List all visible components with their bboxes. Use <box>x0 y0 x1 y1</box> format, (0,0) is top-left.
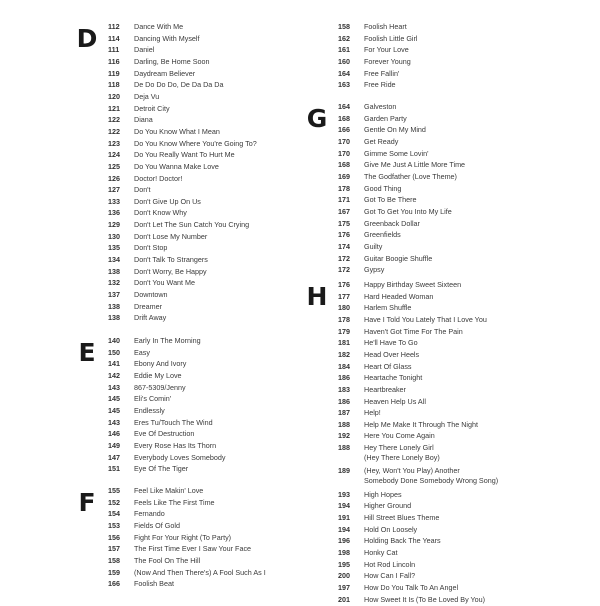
song-title: Don't Worry, Be Happy <box>134 266 207 276</box>
song-title: Heaven Help Us All <box>364 396 426 406</box>
page-number: 152 <box>108 497 120 507</box>
page-number: 176 <box>338 280 350 289</box>
song-title: Eye Of The Tiger <box>134 464 189 474</box>
page-number: 155 <box>108 486 120 495</box>
page-number: 160 <box>338 56 350 66</box>
page-number: 146 <box>108 429 120 439</box>
page-number: 122 <box>108 115 120 125</box>
song-title: Got To Get You Into My Life <box>364 206 452 216</box>
page-number: 191 <box>338 513 350 522</box>
page-number: 198 <box>338 547 350 557</box>
song-title: High Hopes <box>364 489 402 499</box>
page-number: 167 <box>338 206 350 216</box>
page-number: 201 <box>338 594 350 604</box>
page-number: 126 <box>108 173 120 183</box>
song-title: Eli's Comin' <box>134 394 172 404</box>
song-title: Doctor! Doctor! <box>134 173 183 183</box>
page-number: 188 <box>338 443 350 453</box>
section-letter-e: E <box>76 340 98 366</box>
page-number: 194 <box>338 524 350 534</box>
song-title: Get Ready <box>364 137 399 146</box>
page-number: 178 <box>338 314 350 324</box>
song-title: Head Over Heels <box>364 349 420 359</box>
page-number: 149 <box>108 440 120 450</box>
page-number: 132 <box>108 278 120 288</box>
song-title: The Fool On The Hill <box>134 555 201 565</box>
page-number: 120 <box>108 91 120 101</box>
page-number: 138 <box>108 301 120 311</box>
page-number: 182 <box>338 349 350 359</box>
page-number: 127 <box>108 185 120 195</box>
song-title: Free Ride <box>364 80 396 90</box>
song-title: Feel Like Makin' Love <box>134 486 204 495</box>
song-title: Foolish Heart <box>364 22 407 31</box>
song-title: Early In The Morning <box>134 336 201 345</box>
page-number: 150 <box>108 347 120 357</box>
song-title: Don't Stop <box>134 243 168 253</box>
song-title: Endlessly <box>134 405 165 415</box>
song-title: Fields Of Gold <box>134 520 180 530</box>
song-title: Do You Know Where You're Going To? <box>134 138 257 148</box>
page-number: 195 <box>338 559 350 569</box>
song-title: Every Rose Has Its Thorn <box>134 440 217 450</box>
page-number: 166 <box>338 125 350 135</box>
song-title: Higher Ground <box>364 501 412 511</box>
page-number: 186 <box>338 396 350 406</box>
page-number: 112 <box>108 22 120 31</box>
page-number: 122 <box>108 126 120 136</box>
page-number: 181 <box>338 338 350 348</box>
section-letter-d: D <box>76 24 98 53</box>
song-title: Haven't Got Time For The Pain <box>364 326 463 336</box>
song-title: Honky Cat <box>364 547 398 557</box>
page-number: 138 <box>108 266 120 276</box>
page-number: 130 <box>108 231 120 241</box>
page-number: 141 <box>108 359 120 369</box>
song-title: Here You Come Again <box>364 431 435 441</box>
song-title: Easy <box>134 347 150 357</box>
page-number: 121 <box>108 103 120 113</box>
song-title: Good Thing <box>364 183 402 193</box>
page-number: 177 <box>338 291 350 301</box>
page-number: 136 <box>108 208 120 218</box>
page-number: 163 <box>338 80 350 90</box>
page-number: 145 <box>108 394 120 404</box>
song-title: Happy Birthday Sweet Sixteen <box>364 280 462 289</box>
page-number: 178 <box>338 183 350 193</box>
song-title: Feels Like The First Time <box>134 497 215 507</box>
page-number: 151 <box>108 464 120 474</box>
page-number: 184 <box>338 361 350 371</box>
page-number: 187 <box>338 408 350 418</box>
song-title: Detroit City <box>134 103 170 113</box>
section-letter-f: F <box>76 490 98 516</box>
page-number: 137 <box>108 290 120 299</box>
page-number: 194 <box>338 501 350 511</box>
page-number: 138 <box>108 313 120 323</box>
song-title: Heartbreaker <box>364 384 406 394</box>
page-number: 169 <box>338 171 350 181</box>
song-title: Greenback Dollar <box>364 218 420 228</box>
page-number: 162 <box>338 33 350 43</box>
song-title: Heartache Tonight <box>364 373 423 383</box>
page-number: 118 <box>108 80 120 90</box>
song-title: Deja Vu <box>134 91 160 101</box>
song-title: Downtown <box>134 290 168 299</box>
song-title: Forever Young <box>364 56 411 66</box>
song-title: Give Me Just A Little More Time <box>364 160 466 170</box>
song-title: He'll Have To Go <box>364 338 418 348</box>
page-number: 183 <box>338 384 350 394</box>
song-title: 867-5309/Jenny <box>134 382 186 392</box>
song-title: Do You Really Want To Hurt Me <box>134 150 235 160</box>
page-number: 125 <box>108 161 120 171</box>
page-number: 180 <box>338 303 350 313</box>
page-number: 123 <box>108 138 120 148</box>
page-number: 176 <box>338 230 350 240</box>
song-title: Don't <box>134 185 151 195</box>
song-title: How Sweet It Is (To Be Loved By You) <box>364 594 486 604</box>
page-number: 164 <box>338 68 350 78</box>
song-title: Free Fallin' <box>364 68 400 78</box>
page-number: 170 <box>338 137 350 146</box>
song-title: Hold On Loosely <box>364 524 418 534</box>
song-title: How Do You Talk To An Angel <box>364 582 459 592</box>
page-number: 175 <box>338 218 350 228</box>
song-title: Diana <box>134 115 153 125</box>
song-title: De Do Do Do, De Da Da Da <box>134 80 224 90</box>
song-title: Foolish Little Girl <box>364 33 418 43</box>
page-number: 114 <box>108 33 120 43</box>
page-number: 170 <box>338 148 350 158</box>
page-number: 166 <box>108 579 120 589</box>
song-title: Everybody Loves Somebody <box>134 452 226 462</box>
page-number: 134 <box>108 255 120 264</box>
song-title: Galveston <box>364 102 397 111</box>
page-number: 119 <box>108 68 120 78</box>
page-number: 174 <box>338 241 350 251</box>
section-letter-g: G <box>306 104 328 133</box>
page-number: 189 <box>338 466 350 476</box>
page-number: 135 <box>108 243 120 253</box>
song-title: Help Me Make It Through The Night <box>364 419 478 429</box>
page-number: 168 <box>338 160 350 170</box>
song-title: Greenfields <box>364 230 401 240</box>
song-title: Guitar Boogie Shuffle <box>364 253 433 263</box>
song-title: (Now And Then There's) A Fool Such As I <box>134 567 266 577</box>
song-title: Daydream Believer <box>134 68 196 78</box>
page-number: 188 <box>338 419 350 429</box>
song-title: Ebony And Ivory <box>134 359 187 369</box>
page-number: 140 <box>108 336 120 345</box>
song-title: How Can I Fall? <box>364 571 416 581</box>
song-title: Don't Talk To Strangers <box>134 255 208 264</box>
page-number: 200 <box>338 571 350 581</box>
song-title: Help! <box>364 408 381 418</box>
page-number: 111 <box>108 45 120 55</box>
page-number: 158 <box>338 22 350 31</box>
song-title: Don't Let The Sun Catch You Crying <box>134 220 250 230</box>
page-number: 143 <box>108 382 120 392</box>
song-title: Holding Back The Years <box>364 536 441 546</box>
song-title: The First Time Ever I Saw Your Face <box>134 544 252 554</box>
song-title: Eve Of Destruction <box>134 429 195 439</box>
song-title: The Godfather (Love Theme) <box>364 171 457 181</box>
page-number: 154 <box>108 509 120 519</box>
page-number: 164 <box>338 102 350 111</box>
song-title: Do You Know What I Mean <box>134 126 220 136</box>
song-title: (Hey, Won't You Play) Another Somebody Done Somebody Wrong Song) <box>364 466 499 486</box>
song-title: Hey There Lonely Girl (Hey There Lonely Boy) <box>364 443 440 463</box>
song-title: Eddie My Love <box>134 370 182 380</box>
song-title: Gypsy <box>364 265 385 275</box>
song-title: Got To Be There <box>364 195 417 205</box>
page-number: 192 <box>338 431 350 441</box>
song-title: Dancing With Myself <box>134 33 200 43</box>
song-title: Gentle On My Mind <box>364 125 426 135</box>
song-title: Fernando <box>134 509 165 519</box>
page-number: 129 <box>108 220 120 230</box>
song-title: Have I Told You Lately That I Love You <box>364 314 487 324</box>
song-title: Hill Street Blues Theme <box>364 513 440 522</box>
song-title: Hard Headed Woman <box>364 291 434 301</box>
page-number: 156 <box>108 532 120 542</box>
song-title: Don't Lose My Number <box>134 231 208 241</box>
page-number: 116 <box>108 56 120 66</box>
song-title: Gimme Some Lovin' <box>364 148 429 158</box>
page-number: 161 <box>338 45 350 55</box>
song-title: Fight For Your Right (To Party) <box>134 532 232 542</box>
page-number: 133 <box>108 196 120 206</box>
section-letter-h: H <box>306 282 328 311</box>
song-title: Don't Give Up On Us <box>134 196 201 206</box>
song-title: Guilty <box>364 241 383 251</box>
song-title: Eres Tu/Touch The Wind <box>134 417 213 427</box>
page-number: 145 <box>108 405 120 415</box>
page-number: 197 <box>338 582 350 592</box>
song-title: Dreamer <box>134 301 162 311</box>
song-title: Drift Away <box>134 313 167 323</box>
page-number: 179 <box>338 326 350 336</box>
page-number: 157 <box>108 544 120 554</box>
page-number: 186 <box>338 373 350 383</box>
page-number: 153 <box>108 520 120 530</box>
page-number: 142 <box>108 370 120 380</box>
page-number: 171 <box>338 195 350 205</box>
song-title: Heart Of Glass <box>364 361 412 371</box>
song-title: Foolish Beat <box>134 579 174 589</box>
song-title: Harlem Shuffle <box>364 303 412 313</box>
song-title: Dance With Me <box>134 22 184 31</box>
song-title: For Your Love <box>364 45 409 55</box>
page-number: 193 <box>338 489 350 499</box>
page-number: 196 <box>338 536 350 546</box>
page-number: 124 <box>108 150 120 160</box>
page-number: 168 <box>338 113 350 123</box>
page-number: 158 <box>108 555 120 565</box>
page-number: 172 <box>338 265 350 275</box>
page-number: 159 <box>108 567 120 577</box>
song-title: Don't Know Why <box>134 208 187 218</box>
song-title: Don't You Want Me <box>134 278 196 288</box>
song-title: Hot Rod Lincoln <box>364 559 416 569</box>
page-number: 172 <box>338 253 350 263</box>
song-title: Garden Party <box>364 113 407 123</box>
page-number: 143 <box>108 417 120 427</box>
song-title: Daniel <box>134 45 155 55</box>
page-number: 147 <box>108 452 120 462</box>
song-title: Do You Wanna Make Love <box>134 161 219 171</box>
song-title: Darling, Be Home Soon <box>134 56 210 66</box>
